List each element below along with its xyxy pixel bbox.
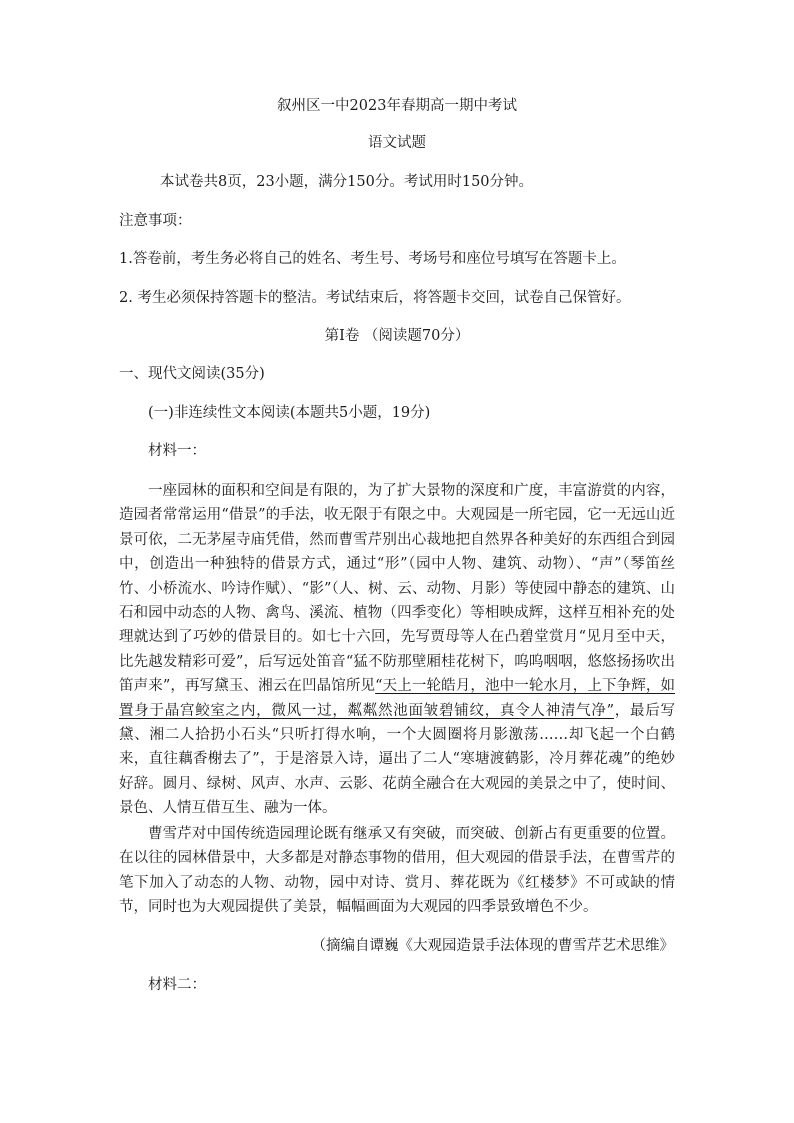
material-2-label: 材料二：	[148, 977, 206, 993]
material-1-text-a: 一座园林的面积和空间是有限的，为了扩大景物的深度和广度，丰富游赏的内容，造园者常常运用“借景”的手法，收无限于有限之中。大观园是一所宅园，它一无远山近景可依，二无茅屋寺庙凭借，然而曹雪芹别出心裁地把自然界各种美好的东西组合到园中，创造出一种独特的借景方式，通过“形”（园中人物、建筑、动物）、“声”（琴笛丝竹、小桥流水、吟诗作赋）、“影”（人、树、云、动物、月影）等使园中静态的建筑、山石和园中动态的人物、禽鸟、溪流、植物（四季变化）等相映成辉，这样互相补充的处理就达到了巧妙的借景目的。如七十六回，先写贾母等人在凸碧堂赏月“见月至中天，比先越发精彩可爱”，后写远处笛音“猛不防那壁厢桂花树下，呜呜咽咽，悠悠扬扬吹出笛声来”，再写黛玉、湘云在凹晶馆所见	[119, 483, 675, 695]
material-1-text-b: ，最后写黛、湘二人拾扔小石头“只听打得水响，一个大圆圈将月影激荡……却飞起一个白鹤来，直往藕香榭去了”，于是溶景入诗，逼出了二人“寒塘渡鹤影，冷月葬花魂”的绝妙好辞。圆月、绿树、风声、水声、云影、花荫全融合在大观园的美景之中了，使时间、景色、人情互借互生、融为一体。	[119, 702, 675, 817]
notes-heading: 注意事项：	[119, 213, 192, 229]
subsection-title: (一)非连续性文本阅读(本题共5小题，19分)	[148, 405, 431, 421]
section-title: 一、现代文阅读(35分)	[119, 366, 265, 382]
subject-title: 语文试题	[368, 135, 426, 151]
notes-item-2: 2. 考生必须保持答题卡的整洁。考试结束后，将答题卡交回，试卷自己保管好。	[119, 290, 631, 306]
exam-title: 叙州区一中2023年春期高一期中考试	[277, 98, 517, 114]
exam-intro: 本试卷共8页，23小题，满分150分。考试用时150分钟。	[160, 174, 534, 190]
notes-item-1: 1.答卷前，考生务必将自己的姓名、考生号、考场号和座位号填写在答题卡上。	[119, 251, 626, 267]
material-1-paragraph-2: 曹雪芹对中国传统造园理论既有继承又有突破，而突破、创新占有更重要的位置。在以往的园林借景中，大多都是对静态事物的借用，但大观园的借景手法，在曹雪芹的笔下加入了动态的人物、动物，园中对诗、赏月、葬花既为《红楼梦》不可或缺的情节，同时也为大观园提供了美景，幅幅画面为大观园的四季景致增色不少。	[119, 826, 675, 916]
volume-heading: 第I卷 （阅读题70分）	[324, 328, 470, 344]
material-1-source: （摘编自谭巍《大观园造景手法体现的曹雪芹艺术思维》	[311, 938, 674, 954]
material-1-paragraph-1	[119, 479, 675, 821]
material-1-underlined-quote: “天上一轮皓月，池中一轮水月，上下争辉，如置身于晶宫鲛室之内，微风一过，粼粼然池面皱碧铺纹，真令人神清气净”	[119, 678, 675, 719]
material-1-label: 材料一：	[148, 443, 206, 459]
